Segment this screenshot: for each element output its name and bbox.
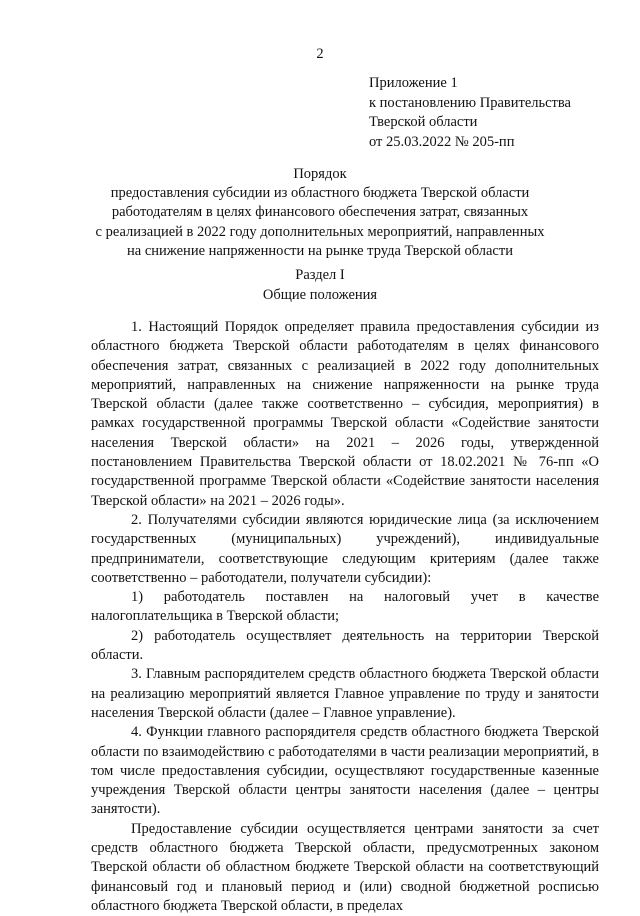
paragraph: Предоставление субсидии осуществляется центрами занятости за счет средств областного бюджета Тверской области, предусмотренных законом Тверской области об областном бюджете Тверской области на соответствующий финансовый год и плановый период и (или) сводной бюджетной росписью областного бюджета Тверской области, в пределах [91,820,599,914]
title-line: предоставления субсидии из областного бюджета Тверской области [110,185,530,202]
section-heading [80,265,560,305]
section-name: Общие положения [262,287,378,303]
section-number: Раздел I [295,267,345,283]
document-title [80,165,560,261]
title-line: на снижение напряженности на рынке труда Тверской области [127,242,513,259]
paragraph: 1) работодатель поставлен на налоговый учет в качестве налогоплательщика в Тверской области; [91,589,599,625]
appendix-block [369,74,609,152]
title-line: с реализацией в 2022 году дополнительных мероприятий, направленных [95,223,545,240]
appendix-line: Тверской области [369,114,478,130]
title-heading: Порядок [293,166,347,182]
paragraph: 1. Настоящий Порядок определяет правила предоставления субсидии из областного бюджета Тверской области работодателям в целях финансового обеспечения затрат, связанных с реализацией в 2022 году дополнительных мероприятий, направленных на снижение напряженности на рынке труда Тверской области (далее также соответственно – субсидия, мероприятия) в рамках государственной программы Тверской области «Содействие занятости населения Тверской области» на 2021 – 2026 годы, утвержденной постановлением Правительства Тверской области от 18.02.2021 № 76-пп «О государственной программе Тверской области «Содействие занятости населения Тверской области» на 2021 – 2026 годы». [91,319,599,509]
paragraph: 2) работодатель осуществляет деятельность на территории Тверской области. [91,627,599,664]
title-line: работодателям в целях финансового обеспечения затрат, связанных [111,204,529,221]
appendix-line: Приложение 1 [369,75,458,91]
appendix-line: от 25.03.2022 № 205-пп [369,133,515,150]
paragraph: 3. Главным распорядителем средств областного бюджета Тверской области на реализацию мероприятий является Главное управление по труду и занятости населения Тверской области (далее – Главное управление). [91,666,599,721]
body-text [91,318,599,916]
page-number: 2 [316,46,324,62]
appendix-line: к постановлению Правительства [369,94,571,111]
paragraph: 4. Функции главного распорядителя средств областного бюджета Тверской области по взаимодействию с работодателями в части реализации мероприятий, в том числе предоставления субсидии, осуществляют государственные казенные учреждения Тверской области центры занятости населения (далее – центры занятости). [91,724,599,818]
paragraph: 2. Получателями субсидии являются юридические лица (за исключением государственных (муниципальных) учреждений), индивидуальные предприниматели, соответствующие следующим критериям (далее также соответственно – работодатели, получатели субсидии): [91,511,599,586]
